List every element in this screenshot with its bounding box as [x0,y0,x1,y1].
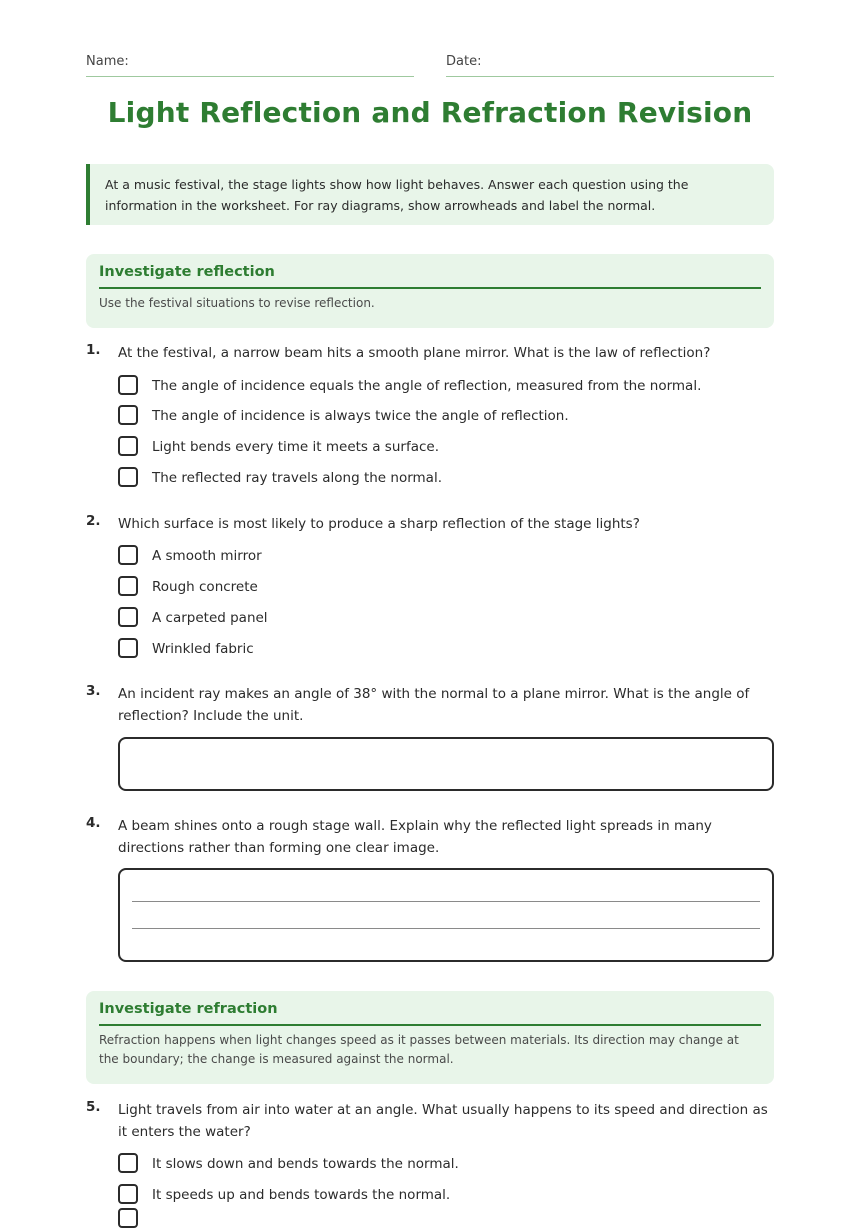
section-description: Refraction happens when light changes speed as it passes between materials. Its direction may change at the boundary; the change is measured against the normal. [99,1033,739,1066]
option-label: Light bends every time it meets a surface. [152,439,439,455]
section-title: Investigate reflection [99,264,761,289]
question-number: 1. [86,342,101,358]
checkbox[interactable] [118,405,138,425]
option-label: The reflected ray travels along the normal. [152,470,442,486]
section-title: Investigate refraction [99,1001,761,1026]
writing-line [132,928,760,929]
checkbox[interactable] [118,1208,138,1228]
question-number: 5. [86,1099,101,1115]
checkbox[interactable] [118,375,138,395]
writing-line [132,901,760,902]
checkbox[interactable] [118,1184,138,1204]
question-text: A beam shines onto a rough stage wall. Explain why the reflected light spreads in many directions rather than forming one clear image. [118,818,712,856]
section-reflection [86,254,774,328]
page-title: Light Reflection and Refraction Revision [107,96,753,129]
checkbox[interactable] [118,545,138,565]
option-label: Rough concrete [152,579,258,595]
checkbox[interactable] [118,1153,138,1173]
checkbox[interactable] [118,467,138,487]
checkbox[interactable] [118,436,138,456]
checkbox[interactable] [118,576,138,596]
section-refraction [86,991,774,1084]
question-number: 4. [86,815,101,831]
date-field[interactable] [446,54,774,77]
date-label: Date: [446,54,482,69]
option-label: The angle of incidence equals the angle of reflection, measured from the normal. [152,378,702,394]
option-label: A smooth mirror [152,548,262,564]
question-text: Light travels from air into water at an angle. What usually happens to its speed and direction as it enters the water? [118,1102,768,1140]
checkbox[interactable] [118,638,138,658]
option-label: It speeds up and bends towards the normal. [152,1187,451,1203]
option-label: A carpeted panel [152,610,268,626]
option-label: It slows down and bends towards the normal. [152,1156,459,1172]
answer-box-lined[interactable] [118,868,774,962]
checkbox[interactable] [118,607,138,627]
section-description: Use the festival situations to revise reflection. [99,296,375,310]
option-label: Wrinkled fabric [152,641,254,657]
option-label: The angle of incidence is always twice the angle of reflection. [152,408,569,424]
question-number: 3. [86,683,101,699]
name-field[interactable] [86,54,414,77]
name-label: Name: [86,54,129,69]
question-text: At the festival, a narrow beam hits a smooth plane mirror. What is the law of reflection? [118,345,711,361]
question-text: Which surface is most likely to produce a sharp reflection of the stage lights? [118,516,640,532]
intro-callout: At a music festival, the stage lights show how light behaves. Answer each question using the information in the worksheet. For ray diagrams, show arrowheads and label the normal. [86,164,774,225]
answer-box-short[interactable] [118,737,774,791]
question-text: An incident ray makes an angle of 38° with the normal to a plane mirror. What is the angle of reflection? Include the unit. [118,686,750,724]
name-date-row [86,54,774,76]
question-number: 2. [86,513,101,529]
